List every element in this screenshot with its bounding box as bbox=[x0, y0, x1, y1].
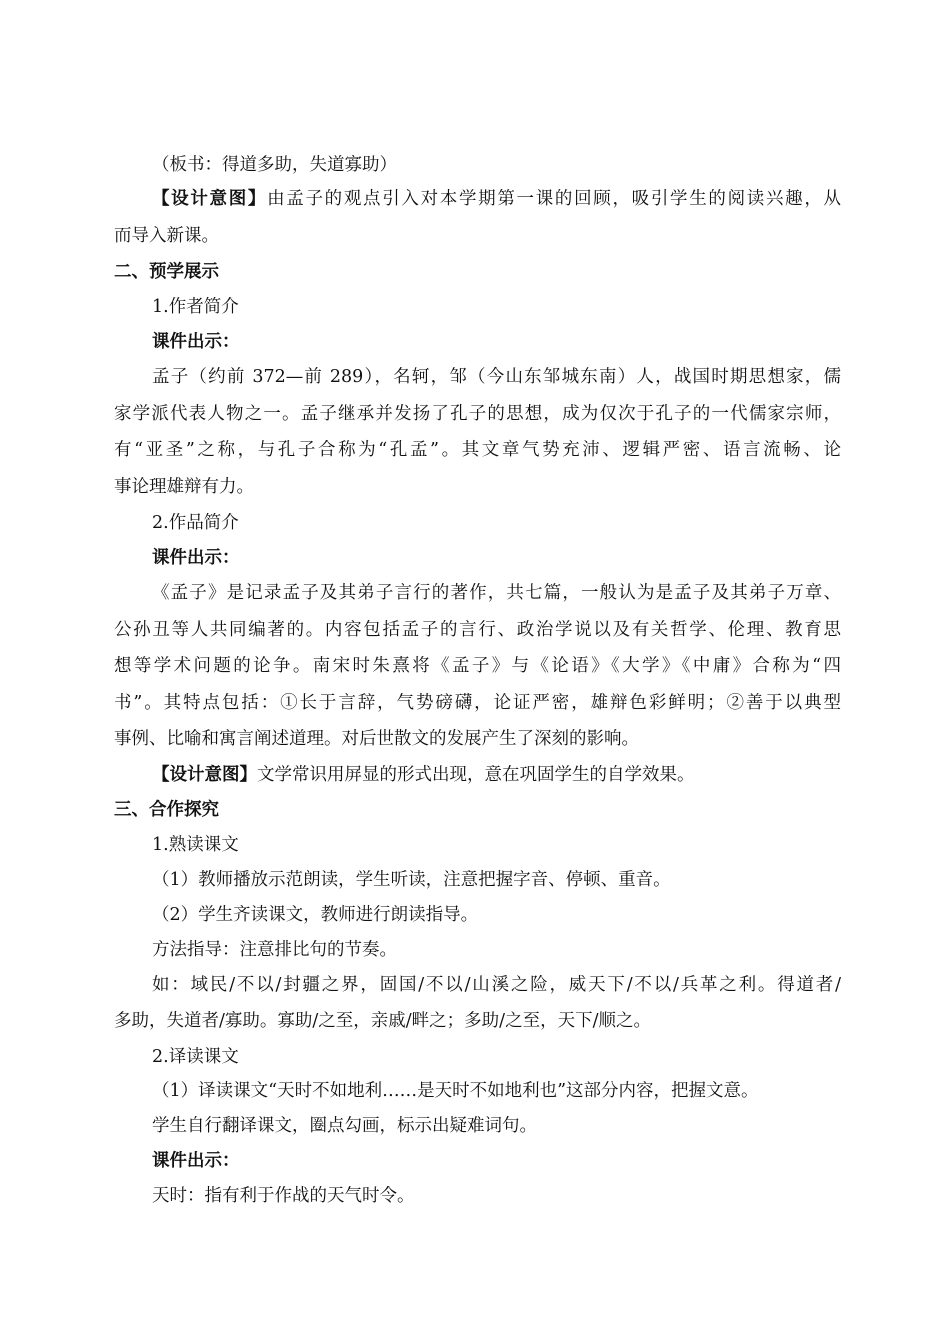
section-heading-preview: 二、预学展示 bbox=[114, 262, 219, 282]
subheading-read: 1.熟读课文 bbox=[152, 835, 239, 855]
translate-step-1: （1）译读课文“天时不如地利……是天时不如地利也”这部分内容，把握文意。 bbox=[152, 1081, 759, 1101]
work-line-2: 公孙丑等人共同编著的。内容包括孟子的言行、政治学说以及有关哲学、伦理、教育思 bbox=[114, 620, 841, 640]
board-note: （板书：得道多助，失道寡助） bbox=[152, 155, 397, 175]
read-step-2: （2）学生齐读课文，教师进行朗读指导。 bbox=[152, 905, 479, 925]
work-intent: 【设计意图】文学常识用屏显的形式出现，意在巩固学生的自学效果。 bbox=[152, 765, 695, 785]
subheading-author: 1.作者简介 bbox=[152, 297, 239, 317]
author-line-3: 有“亚圣”之称，与孔子合称为“孔孟”。其文章气势充沛、逻辑严密、语言流畅、论 bbox=[114, 440, 841, 460]
example-line-2: 多助，失道者/寡助。寡助/之至，亲戚/畔之；多助/之至，天下/顺之。 bbox=[114, 1011, 651, 1031]
courseware-label: 课件出示： bbox=[152, 1151, 240, 1171]
subheading-work: 2.作品简介 bbox=[152, 513, 239, 533]
subheading-translate: 2.译读课文 bbox=[152, 1047, 239, 1067]
work-line-1: 《孟子》是记录孟子及其弟子言行的著作，共七篇，一般认为是孟子及其弟子万章、 bbox=[152, 583, 841, 603]
translate-step-2: 学生自行翻译课文，圈点勾画，标示出疑难词句。 bbox=[152, 1116, 537, 1136]
section-heading-cooperate: 三、合作探究 bbox=[114, 800, 219, 820]
intro-intent-line-2: 而导入新课。 bbox=[114, 226, 219, 246]
work-line-3: 想等学术问题的论争。南宋时朱熹将《孟子》与《论语》《大学》《中庸》合称为“四 bbox=[114, 656, 841, 676]
tianshi-definition: 天时：指有利于作战的天气时令。 bbox=[152, 1186, 415, 1206]
intro-intent-line-1: 【设计意图】由孟子的观点引入对本学期第一课的回顾，吸引学生的阅读兴趣，从 bbox=[152, 189, 842, 209]
work-line-5: 事例、比喻和寓言阐述道理。对后世散文的发展产生了深刻的影响。 bbox=[114, 729, 639, 749]
example-line-1: 如：域民/不以/封疆之界，固国/不以/山溪之险，威天下/不以/兵革之利。得道者/ bbox=[152, 975, 841, 995]
read-step-1: （1）教师播放示范朗读，学生听读，注意把握字音、停顿、重音。 bbox=[152, 870, 671, 890]
courseware-label: 课件出示： bbox=[152, 548, 240, 568]
courseware-label: 课件出示： bbox=[152, 332, 240, 352]
work-line-4: 书”。其特点包括：①长于言辞，气势磅礴，论证严密，雄辩色彩鲜明；②善于以典型 bbox=[114, 693, 841, 713]
design-intent-label: 【设计意图】 bbox=[152, 189, 268, 209]
author-line-2: 家学派代表人物之一。孟子继承并发扬了孔子的思想，成为仅次于孔子的一代儒家宗师， bbox=[114, 404, 841, 424]
method-guide: 方法指导：注意排比句的节奏。 bbox=[152, 940, 397, 960]
author-line-1: 孟子（约前 372—前 289），名轲，邹（今山东邹城东南）人，战国时期思想家，儒 bbox=[152, 367, 841, 387]
author-line-4: 事论理雄辩有力。 bbox=[114, 477, 254, 497]
design-intent-label: 【设计意图】 bbox=[152, 765, 257, 785]
